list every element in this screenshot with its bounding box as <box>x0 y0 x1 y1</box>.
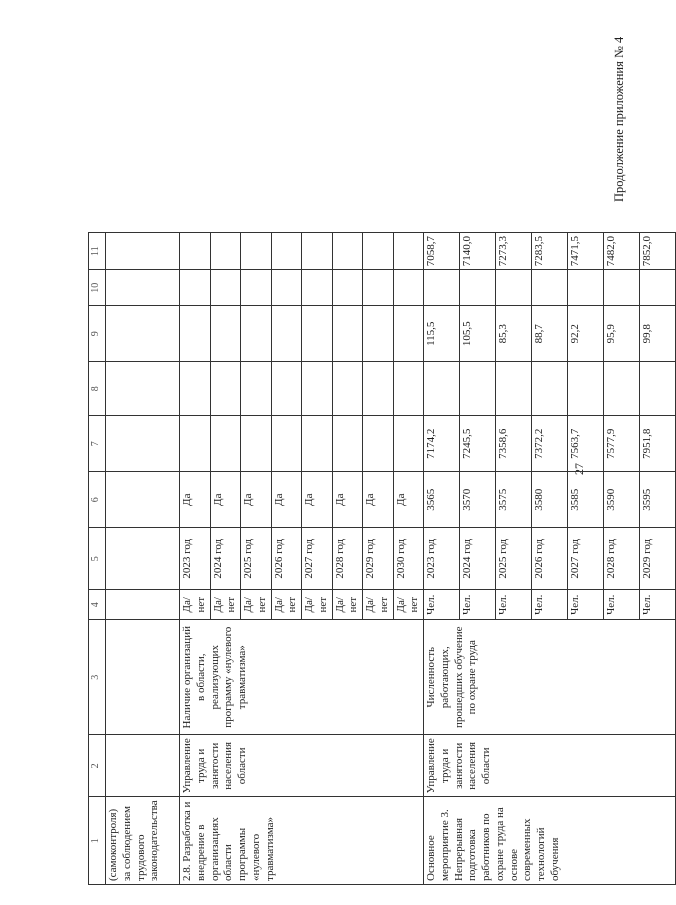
unit-cell: Да/ нет <box>180 590 211 620</box>
year-cell: 2024 год <box>460 528 496 590</box>
measures-table <box>88 232 676 885</box>
empty-cell <box>106 362 180 416</box>
year-cell: 2028 год <box>604 528 640 590</box>
empty-cell <box>393 416 424 472</box>
value-col11: 7273,3 <box>496 232 532 269</box>
value-col7: 7951,8 <box>640 416 676 472</box>
empty-cell <box>363 270 394 306</box>
unit-cell: Чел. <box>640 590 676 620</box>
year-cell: 2024 год <box>210 528 241 590</box>
value-col7: 7358,6 <box>496 416 532 472</box>
value-col9: 95,9 <box>604 306 640 362</box>
empty-cell <box>241 270 272 306</box>
year-cell: 2026 год <box>532 528 568 590</box>
column-number: 8 <box>89 362 106 416</box>
empty-cell <box>180 270 211 306</box>
value-col11: 7482,0 <box>604 232 640 269</box>
empty-cell <box>363 416 394 472</box>
empty-cell <box>496 270 532 306</box>
column-number: 9 <box>89 306 106 362</box>
empty-cell <box>532 270 568 306</box>
column-number: 10 <box>89 270 106 306</box>
appendix-title: Продолжение приложения № 4 <box>612 36 626 202</box>
empty-cell <box>271 416 302 472</box>
value-col7: 7174,2 <box>424 416 460 472</box>
empty-cell <box>180 306 211 362</box>
unit-cell: Да/ нет <box>271 590 302 620</box>
empty-cell <box>106 270 180 306</box>
empty-cell <box>106 735 180 797</box>
empty-cell <box>332 416 363 472</box>
column-number: 4 <box>89 590 106 620</box>
value-col11: 7852,0 <box>640 232 676 269</box>
column-number: 11 <box>89 232 106 269</box>
value-col7: 7372,2 <box>532 416 568 472</box>
year-cell: 2026 год <box>271 528 302 590</box>
column-number: 3 <box>89 620 106 735</box>
indicator: Наличие организаций в области, реализующих программу «нулевого травматизма» <box>180 620 424 735</box>
indicator: Численность работающих, прошедших обучение по охране труда <box>424 620 676 735</box>
unit-cell: Да/ нет <box>363 590 394 620</box>
empty-cell <box>393 232 424 269</box>
unit-cell: Чел. <box>424 590 460 620</box>
executor: Управление труда и занятости населения области <box>424 735 676 797</box>
value-col9: 99,8 <box>640 306 676 362</box>
table-row <box>180 232 211 884</box>
empty-cell <box>302 416 333 472</box>
year-cell: 2025 год <box>496 528 532 590</box>
empty-cell <box>332 232 363 269</box>
empty-cell <box>106 416 180 472</box>
executor: Управление труда и занятости населения области <box>180 735 424 797</box>
continuation-cell: (самоконтроля) за соблюдением трудового законодательства <box>106 797 180 885</box>
empty-cell <box>106 528 180 590</box>
unit-cell: Чел. <box>604 590 640 620</box>
empty-cell <box>106 620 180 735</box>
unit-cell: Чел. <box>460 590 496 620</box>
value-col9: 88,7 <box>532 306 568 362</box>
empty-cell <box>106 306 180 362</box>
empty-cell <box>241 306 272 362</box>
year-cell: 2025 год <box>241 528 272 590</box>
year-cell: 2030 год <box>393 528 424 590</box>
year-cell: 2023 год <box>424 528 460 590</box>
target-cell: Да <box>393 472 424 528</box>
column-number: 2 <box>89 735 106 797</box>
year-cell: 2027 год <box>568 528 604 590</box>
unit-cell: Да/ нет <box>241 590 272 620</box>
empty-cell <box>496 362 532 416</box>
empty-cell <box>241 232 272 269</box>
year-cell: 2028 год <box>332 528 363 590</box>
empty-cell <box>302 232 333 269</box>
value-col9: 105,5 <box>460 306 496 362</box>
empty-cell <box>106 472 180 528</box>
empty-cell <box>106 232 180 269</box>
empty-cell <box>332 306 363 362</box>
empty-cell <box>210 270 241 306</box>
empty-cell <box>106 590 180 620</box>
empty-cell <box>363 362 394 416</box>
empty-cell <box>640 362 676 416</box>
empty-cell <box>271 270 302 306</box>
empty-cell <box>210 232 241 269</box>
empty-cell <box>393 306 424 362</box>
table-row <box>424 232 460 884</box>
target-cell: 3580 <box>532 472 568 528</box>
target-cell: 3585 <box>568 472 604 528</box>
target-cell: Да <box>210 472 241 528</box>
empty-cell <box>568 362 604 416</box>
empty-cell <box>460 362 496 416</box>
unit-cell: Чел. <box>496 590 532 620</box>
target-cell: Да <box>363 472 394 528</box>
value-col11: 7471,5 <box>568 232 604 269</box>
target-cell: Да <box>302 472 333 528</box>
measure-name: Основное мероприятие 3. Непрерывная подготовка работников по охране труда на основе современных технологий обучения <box>424 797 676 885</box>
empty-cell <box>210 306 241 362</box>
empty-cell <box>604 362 640 416</box>
empty-cell <box>180 232 211 269</box>
target-cell: 3575 <box>496 472 532 528</box>
empty-cell <box>604 270 640 306</box>
page-number: 27 <box>572 463 586 475</box>
empty-cell <box>210 416 241 472</box>
target-cell: Да <box>332 472 363 528</box>
empty-cell <box>241 416 272 472</box>
empty-cell <box>393 362 424 416</box>
empty-cell <box>363 232 394 269</box>
empty-cell <box>241 362 272 416</box>
value-col7: 7577,9 <box>604 416 640 472</box>
value-col11: 7058,7 <box>424 232 460 269</box>
measure-name: 2.8. Разработка и внедрение в организациях области программы «нулевого травматизма» <box>180 797 424 885</box>
empty-cell <box>460 270 496 306</box>
empty-cell <box>332 270 363 306</box>
empty-cell <box>271 362 302 416</box>
empty-cell <box>180 362 211 416</box>
column-number: 5 <box>89 528 106 590</box>
value-col7: 7245,5 <box>460 416 496 472</box>
year-cell: 2029 год <box>640 528 676 590</box>
value-col7: 7563,7 <box>568 416 604 472</box>
empty-cell <box>640 270 676 306</box>
empty-cell <box>271 306 302 362</box>
table-body <box>89 232 676 884</box>
empty-cell <box>210 362 241 416</box>
unit-cell: Да/ нет <box>302 590 333 620</box>
year-cell: 2027 год <box>302 528 333 590</box>
value-col11: 7283,5 <box>532 232 568 269</box>
target-cell: Да <box>241 472 272 528</box>
target-cell: 3570 <box>460 472 496 528</box>
empty-cell <box>302 270 333 306</box>
value-col9: 115,5 <box>424 306 460 362</box>
empty-cell <box>393 270 424 306</box>
empty-cell <box>302 362 333 416</box>
value-col11: 7140,0 <box>460 232 496 269</box>
target-cell: Да <box>271 472 302 528</box>
year-cell: 2029 год <box>363 528 394 590</box>
empty-cell <box>568 270 604 306</box>
empty-cell <box>363 306 394 362</box>
empty-cell <box>180 416 211 472</box>
year-cell: 2023 год <box>180 528 211 590</box>
empty-cell <box>532 362 568 416</box>
target-cell: 3590 <box>604 472 640 528</box>
column-number: 7 <box>89 416 106 472</box>
empty-cell <box>424 362 460 416</box>
column-number: 6 <box>89 472 106 528</box>
unit-cell: Да/ нет <box>393 590 424 620</box>
target-cell: Да <box>180 472 211 528</box>
value-col9: 85,3 <box>496 306 532 362</box>
column-number-row <box>89 232 106 884</box>
unit-cell: Да/ нет <box>210 590 241 620</box>
empty-cell <box>332 362 363 416</box>
unit-cell: Да/ нет <box>332 590 363 620</box>
target-cell: 3595 <box>640 472 676 528</box>
empty-cell <box>271 232 302 269</box>
empty-cell <box>424 270 460 306</box>
unit-cell: Чел. <box>568 590 604 620</box>
target-cell: 3565 <box>424 472 460 528</box>
empty-cell <box>302 306 333 362</box>
unit-cell: Чел. <box>532 590 568 620</box>
column-number: 1 <box>89 797 106 885</box>
table-row <box>106 232 180 884</box>
value-col9: 92,2 <box>568 306 604 362</box>
